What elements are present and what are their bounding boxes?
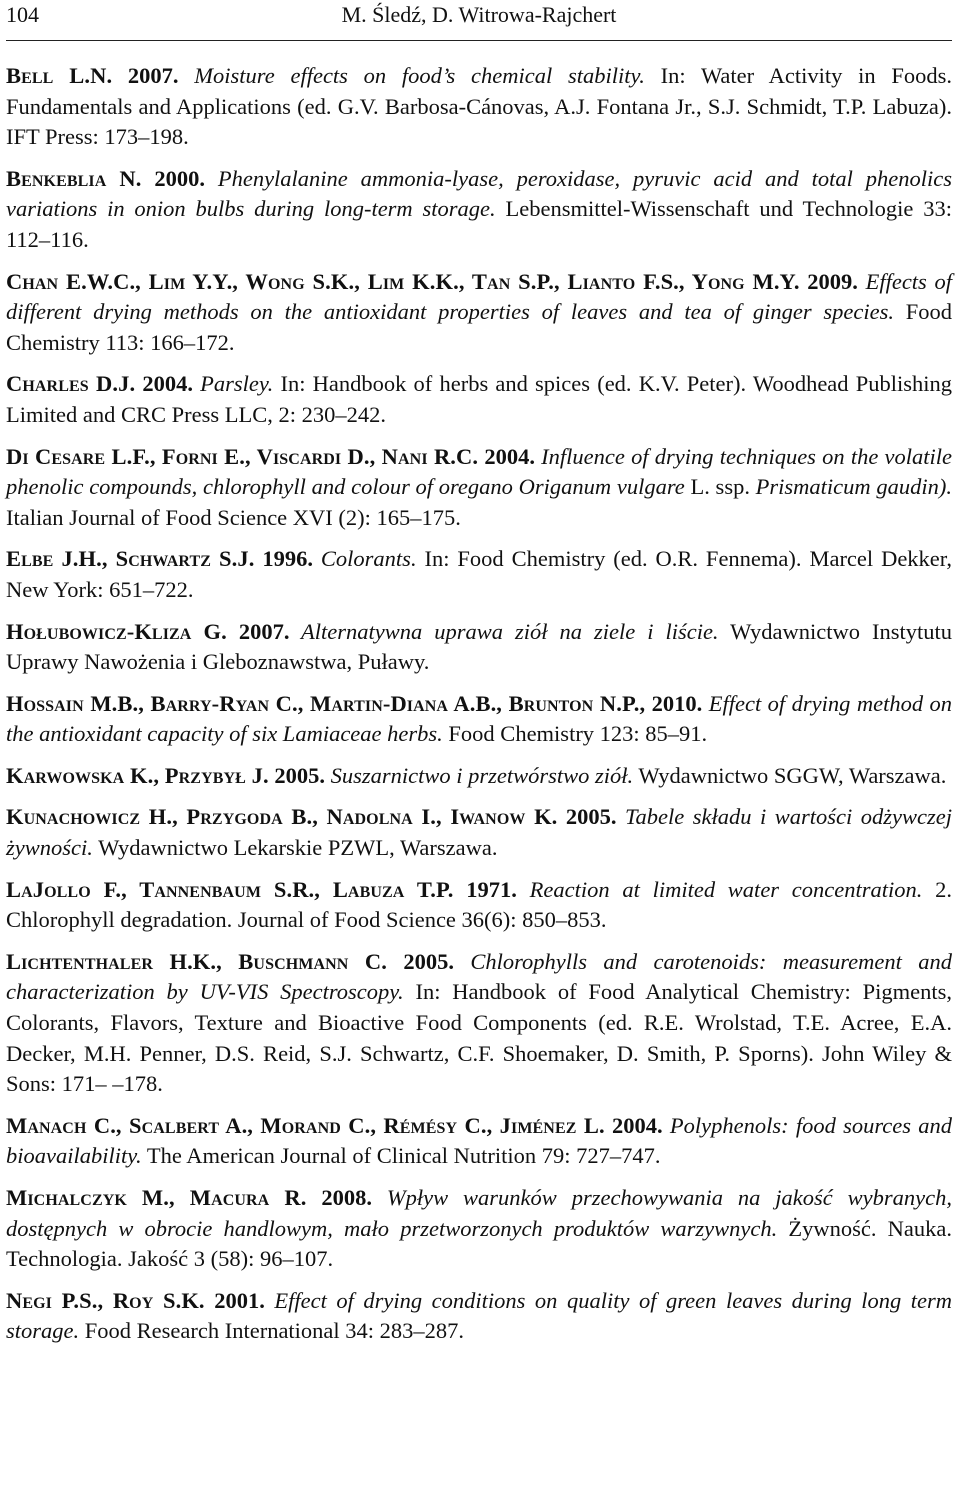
- reference-authors: Di Cesare L.F., Forni E., Viscardi D., Nani R.C.: [6, 443, 479, 469]
- reference-title: Parsley.: [192, 371, 274, 397]
- reference-year: 2005.: [268, 762, 325, 788]
- reference-entry: [6, 267, 952, 359]
- reference-authors: Manach C., Scalbert A., Morand C., Rémésy C., Jiménez L.: [6, 1112, 605, 1138]
- reference-year: 2000.: [141, 165, 205, 191]
- reference-list: [6, 61, 952, 1347]
- reference-source: Wydawnictwo Lekarskie PZWL, Warszawa.: [92, 835, 498, 861]
- reference-authors: Chan E.W.C., Lim Y.Y., Wong S.K., Lim K.K., Tan S.P., Lianto F.S., Yong M.Y.: [6, 268, 800, 294]
- reference-year: 2009.: [799, 268, 858, 294]
- reference-year: 2007.: [226, 618, 290, 644]
- reference-year: 2007.: [112, 63, 179, 88]
- reference-authors: Karwowska K., Przybył J.: [6, 762, 269, 788]
- reference-entry: [6, 689, 952, 750]
- reference-authors: Hołubowicz-Kliza G.: [6, 618, 227, 644]
- reference-authors: Elbe J.H., Schwartz S.J.: [6, 546, 255, 572]
- running-header: [6, 0, 952, 30]
- reference-authors: Lichtenthaler H.K., Buschmann C.: [6, 948, 387, 974]
- reference-entry: [6, 875, 952, 936]
- reference-entry: [6, 617, 952, 678]
- reference-entry: [6, 947, 952, 1100]
- reference-entry: [6, 544, 952, 605]
- reference-entry: [6, 442, 952, 534]
- reference-authors: Bell L.N.: [6, 63, 113, 88]
- reference-source: Italian Journal of Food Science XVI (2): 165–175.: [6, 504, 461, 530]
- reference-authors: Benkeblia N.: [6, 165, 142, 191]
- reference-authors: Hossain M.B., Barry-Ryan C., Martin-Diana A.B., Brunton N.P.,: [6, 690, 646, 716]
- reference-title: Effects of different drying methods on the antioxidant properties of leaves and tea of ginger species.: [6, 268, 953, 325]
- header-rule: [6, 40, 952, 41]
- reference-entry: [6, 61, 952, 153]
- reference-authors: Michalczyk M., Macura R.: [6, 1185, 307, 1210]
- reference-title-part: Prismaticum gaudin).: [755, 474, 952, 500]
- reference-source: In: Water Activity in Foods. Fundamentals and Applications (ed. G.V. Barbosa-Cánovas, A.J. Fontana Jr., S.J. Schmidt, T.P. Labuza). IFT Press: 173–198.: [6, 63, 952, 150]
- reference-title: Alternatywna uprawa ziół na ziele i liście.: [289, 618, 719, 644]
- reference-title: Effect of drying method on the antioxidant capacity of six Lamiaceae herbs.: [6, 690, 953, 747]
- reference-entry: [6, 1111, 952, 1172]
- reference-year: 2008.: [306, 1185, 372, 1210]
- reference-source: In: Handbook of herbs and spices (ed. K.V. Peter). Woodhead Publishing Limited and CRC Press LLC, 2: 230–242.: [6, 371, 952, 427]
- reference-year: 2010.: [645, 690, 703, 716]
- reference-authors: Kunachowicz H., Przygoda B., Nadolna I., Iwanow K.: [6, 804, 558, 830]
- reference-title: Effect of drying conditions on quality of green leaves during long term storage.: [6, 1287, 952, 1344]
- reference-authors: Negi P.S., Roy S.K.: [6, 1287, 205, 1313]
- reference-source: Food Chemistry 123: 85–91.: [442, 721, 708, 747]
- reference-year: 2001.: [204, 1287, 265, 1313]
- reference-entry: [6, 761, 952, 792]
- reference-entry: [6, 369, 952, 430]
- reference-title: Colorants.: [313, 546, 417, 572]
- reference-entry: [6, 802, 952, 863]
- reference-title: Chlorophylls and carotenoids: measurement and characterization by UV-VIS Spectroscopy.: [6, 948, 952, 1005]
- reference-year: 2004.: [478, 443, 535, 469]
- reference-species-note: L. ssp.: [684, 474, 756, 500]
- reference-source: The American Journal of Clinical Nutrition 79: 727–747.: [141, 1143, 661, 1169]
- reference-source: Wydawnictwo Instytutu Uprawy Nawożenia i Gleboznawstwa, Puławy.: [6, 618, 952, 675]
- reference-entry: [6, 164, 952, 256]
- reference-source: In: Food Chemistry (ed. O.R. Fennema). Marcel Dekker, New York: 651–722.: [6, 546, 953, 602]
- reference-entry: [6, 1286, 952, 1347]
- reference-year: 1971.: [453, 876, 517, 902]
- reference-year: 2005.: [386, 948, 454, 974]
- reference-authors: Charles D.J.: [6, 371, 136, 397]
- reference-title: Influence of drying techniques on the volatile phenolic compounds, chlorophyll and colour of oregano Origanum vulgare: [6, 443, 953, 500]
- reference-year: 2004.: [135, 371, 193, 397]
- reference-source: Lebensmittel-Wissenschaft und Technologie 33: 112–116.: [6, 196, 952, 252]
- reference-title: Suszarnictwo i przetwórstwo ziół.: [324, 762, 634, 788]
- reference-year: 2004.: [604, 1112, 663, 1138]
- reference-title: Tabele składu i wartości odżywczej żywności.: [6, 804, 952, 861]
- reference-entry: [6, 1183, 952, 1275]
- reference-title: Reaction at limited water concentration.: [516, 876, 923, 902]
- reference-source: In: Handbook of Food Analytical Chemistry: Pigments, Colorants, Flavors, Texture and Bioactive Food Components (ed. R.E. Wrolstad, T.E. Acree, E.A. Decker, M.H. Penner, D.S. Reid, S.J. Schwartz, C.F. Shoemaker, D. Smith, P. Sporns). John Wiley & Sons: 171– –178.: [6, 979, 952, 1097]
- reference-title: Wpływ warunków przechowywania na jakość wybranych, dostępnych w obrocie handlowym, mało przetworzonych produktów warzywnych.: [6, 1185, 953, 1241]
- reference-source: Wydawnictwo SGGW, Warszawa.: [633, 762, 947, 788]
- reference-source: Żywność. Nauka. Technologia. Jakość 3 (58): 96–107.: [6, 1215, 952, 1272]
- reference-source: Food Research International 34: 283–287.: [79, 1318, 465, 1344]
- reference-source: 2. Chlorophyll degradation. Journal of Food Science 36(6): 850–853.: [6, 876, 952, 933]
- reference-title: Phenylalanine ammonia-lyase, peroxidase, pyruvic acid and total phenolics variations in onion bulbs during long-term storage.: [6, 165, 952, 222]
- reference-year: 1996.: [254, 546, 313, 572]
- reference-year: 2005.: [557, 804, 617, 830]
- running-header-authors: M. Śledź, D. Witrowa-Rajchert: [341, 2, 617, 27]
- reference-title: Polyphenols: food sources and bioavailability.: [6, 1112, 952, 1169]
- reference-authors: LaJollo F., Tannenbaum S.R., Labuza T.P.: [6, 876, 454, 902]
- reference-title: Moisture effects on food’s chemical stability.: [178, 63, 645, 88]
- reference-source: Food Chemistry 113: 166–172.: [6, 299, 952, 355]
- page-number: 104: [6, 2, 39, 27]
